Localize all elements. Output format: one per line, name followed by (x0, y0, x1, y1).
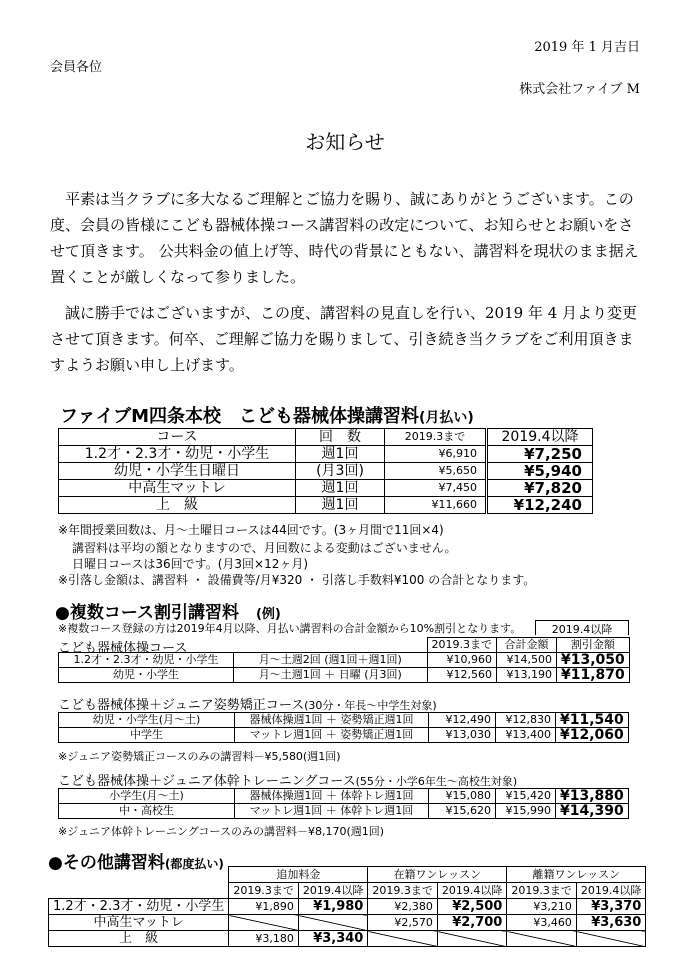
group-subtitle: (30分・年長～中学生対象) (304, 699, 437, 712)
table-row (49, 915, 646, 931)
other-price-table (48, 866, 646, 947)
col-new: 2019.4以降 (437, 883, 507, 899)
course-count: 週1回 (296, 497, 385, 514)
price-old: ¥12,490 (429, 713, 496, 728)
col-new: 2019.4以降 (487, 429, 593, 446)
main-note-1: ※年間授業回数は、月～土曜日コースは44回です。(3ヶ月間で11回×4) (58, 523, 444, 537)
price-discount: ¥13,880 (556, 789, 629, 804)
empty-cell (507, 931, 577, 947)
price-discount: ¥12,060 (556, 728, 629, 743)
multi-table-3 (58, 788, 629, 819)
multi-table-1 (58, 637, 630, 683)
letter-date: 2019 年 1 月吉日 (534, 40, 640, 55)
table-row (59, 497, 593, 514)
price-new: ¥3,340 (298, 931, 368, 947)
price-discount: ¥13,050 (557, 653, 630, 668)
course-name: 幼児・小学生 (59, 668, 234, 683)
other-suffix: (都度払い) (164, 857, 224, 871)
table-row (59, 653, 630, 668)
table-row (59, 668, 630, 683)
price-new: ¥12,240 (487, 497, 593, 514)
price-old: ¥7,450 (385, 480, 487, 497)
course-detail: 月～土週1回 ＋ 日曜 (月3回) (234, 668, 428, 683)
main-table-heading (60, 402, 474, 428)
empty-cell (298, 915, 368, 931)
price-discount: ¥14,390 (556, 804, 629, 819)
course-detail: 器械体操週1回 ＋ 体幹トレ週1回 (235, 789, 429, 804)
price-old: ¥3,180 (229, 931, 299, 947)
col-count: 回 数 (296, 429, 385, 446)
col-old: 2019.3まで (427, 638, 497, 653)
table-group-row (49, 867, 646, 883)
group-extra-fee: 追加料金 (229, 867, 368, 883)
course-name: 1.2才・2.3才・幼児・小学生 (59, 653, 234, 668)
course-name: 幼児・小学生(月～土) (59, 713, 235, 728)
price-new: ¥2,500 (437, 899, 507, 915)
main-note-3: 日曜日コースは36回です。(月3回×12ヶ月) (72, 557, 309, 571)
course-name: 1.2才・2.3才・幼児・小学生 (59, 446, 296, 463)
course-detail: 月～土週2回 (週1回＋週1回) (234, 653, 428, 668)
table-row (59, 804, 629, 819)
group-title-text: こども器械体操＋ジュニア姿勢矯正コース (58, 698, 305, 713)
col-discount: 割引金額 (557, 638, 630, 653)
multi-suffix: (例) (255, 607, 281, 622)
price-new: ¥2,700 (437, 915, 507, 931)
main-price-table (58, 428, 593, 514)
table-row (59, 463, 593, 480)
price-old: ¥11,660 (385, 497, 487, 514)
price-discount: ¥11,870 (557, 668, 630, 683)
table-header-row (59, 429, 593, 446)
body-paragraph-1: 平素は当クラブに多大なるご理解とご協力を賜り、誠にありがとうございます。この度、会員の皆様にこども器械体操コース講習料の改定について、お知らせとお願いをさせて頂きます。 公共料金の値上げ等、時代の背景にともない、講習料を現状のまま据え置くことが厳しくなって参りました。 (50, 190, 639, 286)
course-detail: 器械体操週1回 ＋ 姿勢矯正週1回 (235, 713, 429, 728)
course-detail: マットレ週1回 ＋ 姿勢矯正週1回 (235, 728, 429, 743)
group-title-1: こども器械体操コース (58, 641, 188, 656)
table-row (59, 728, 629, 743)
course-name: 小学生(月～土) (59, 789, 235, 804)
col-total: 合計金額 (497, 638, 557, 653)
col-old: 2019.3まで (368, 883, 438, 899)
price-total: ¥13,400 (496, 728, 556, 743)
price-old: ¥10,960 (427, 653, 497, 668)
course-name: 中高生マットレ (49, 915, 229, 931)
price-discount: ¥11,540 (556, 713, 629, 728)
price-new: ¥5,940 (487, 463, 593, 480)
col-course: コース (59, 429, 296, 446)
price-old: ¥15,080 (429, 789, 496, 804)
main-note-2: 講習料は平均の額となりますので、月回数による変動はございません。 (72, 541, 457, 555)
price-old: ¥3,210 (507, 899, 577, 915)
course-name: 幼児・小学生日曜日 (59, 463, 296, 480)
body-paragraph-2: 誠に勝手ではございますが、この度、講習料の見直しを行い、2019 年 4 月より変更させて頂きます。何卒、ご理解ご協力を賜りまして、引き続き当クラブをご利用頂きますようお願い申し上げます。 (50, 304, 638, 374)
multi-after-label: 2019.4以降 (535, 620, 629, 635)
price-old: ¥13,030 (429, 728, 496, 743)
price-old: ¥5,650 (385, 463, 487, 480)
group-title-2 (58, 694, 437, 713)
group-title-3 (58, 770, 517, 789)
main-table-title: ファイブM四条本校 こども器械体操講習料 (60, 406, 420, 427)
multi-title: ●複数コース割引講習料 (55, 603, 239, 623)
col-new: 2019.4以降 (576, 883, 646, 899)
course-name: 中学生 (59, 728, 235, 743)
price-old: ¥12,560 (427, 668, 497, 683)
group-title-text: こども器械体操＋ジュニア体幹トレーニングコース (58, 774, 356, 789)
group-note-2: ※ジュニア姿勢矯正コースのみの講習料－¥5,580(週1回) (58, 750, 341, 763)
price-old: ¥15,620 (429, 804, 496, 819)
table-row (49, 931, 646, 947)
multi-note: ※複数コース登録の方は2019年4月以降、月払い講習料の合計金額から10%割引となります。 (58, 622, 522, 635)
group-withdrawn-lesson: 離籍ワンレッスン (507, 867, 646, 883)
price-old: ¥6,910 (385, 446, 487, 463)
price-new: ¥7,250 (487, 446, 593, 463)
main-table-suffix: (月払い) (419, 410, 474, 426)
col-new: 2019.4以降 (298, 883, 368, 899)
empty-cell (437, 931, 507, 947)
price-new: ¥7,820 (487, 480, 593, 497)
table-row (59, 446, 593, 463)
main-note-4: ※引落し金額は、講習料 ・ 設備費等/月¥320 ・ 引落し手数料¥100 の合計となります。 (58, 573, 536, 587)
course-name: 上 級 (49, 931, 229, 947)
col-old: 2019.3まで (385, 429, 487, 446)
group-enrolled-lesson: 在籍ワンレッスン (368, 867, 507, 883)
empty-cell (229, 915, 299, 931)
page-title: お知らせ (305, 130, 385, 154)
price-new: ¥1,980 (298, 899, 368, 915)
sender-company: 株式会社ファイブ M (519, 82, 640, 97)
price-total: ¥14,500 (497, 653, 557, 668)
course-name: 1.2才・2.3才・幼児・小学生 (49, 899, 229, 915)
multi-table-2 (58, 712, 629, 743)
other-title: ●その他講習料 (48, 853, 165, 873)
course-count: (月3回) (296, 463, 385, 480)
price-new: ¥3,370 (576, 899, 646, 915)
col-old: 2019.3まで (507, 883, 577, 899)
price-old: ¥1,890 (229, 899, 299, 915)
empty-cell (576, 931, 646, 947)
price-total: ¥15,420 (496, 789, 556, 804)
col-old: 2019.3まで (229, 883, 299, 899)
price-old: ¥2,380 (368, 899, 438, 915)
recipient: 会員各位 (50, 60, 103, 75)
course-count: 週1回 (296, 446, 385, 463)
price-old: ¥3,460 (507, 915, 577, 931)
price-new: ¥3,630 (576, 915, 646, 931)
table-row (49, 899, 646, 915)
table-row (59, 713, 629, 728)
table-row (59, 789, 629, 804)
price-total: ¥13,190 (497, 668, 557, 683)
group-subtitle: (55分・小学6年生～高校生対象) (355, 775, 518, 788)
course-name: 中・高校生 (59, 804, 235, 819)
table-header-row (49, 883, 646, 899)
empty-cell (368, 931, 438, 947)
group-note-3: ※ジュニア体幹トレーニングコースのみの講習料－¥8,170(週1回) (58, 825, 385, 838)
price-old: ¥2,570 (368, 915, 438, 931)
course-count: 週1回 (296, 480, 385, 497)
table-row (59, 480, 593, 497)
table-header-row (59, 638, 630, 653)
price-total: ¥15,990 (496, 804, 556, 819)
course-detail: マットレ週1回 ＋ 体幹トレ週1回 (235, 804, 429, 819)
price-total: ¥12,830 (496, 713, 556, 728)
course-name: 中高生マットレ (59, 480, 296, 497)
course-name: 上 級 (59, 497, 296, 514)
